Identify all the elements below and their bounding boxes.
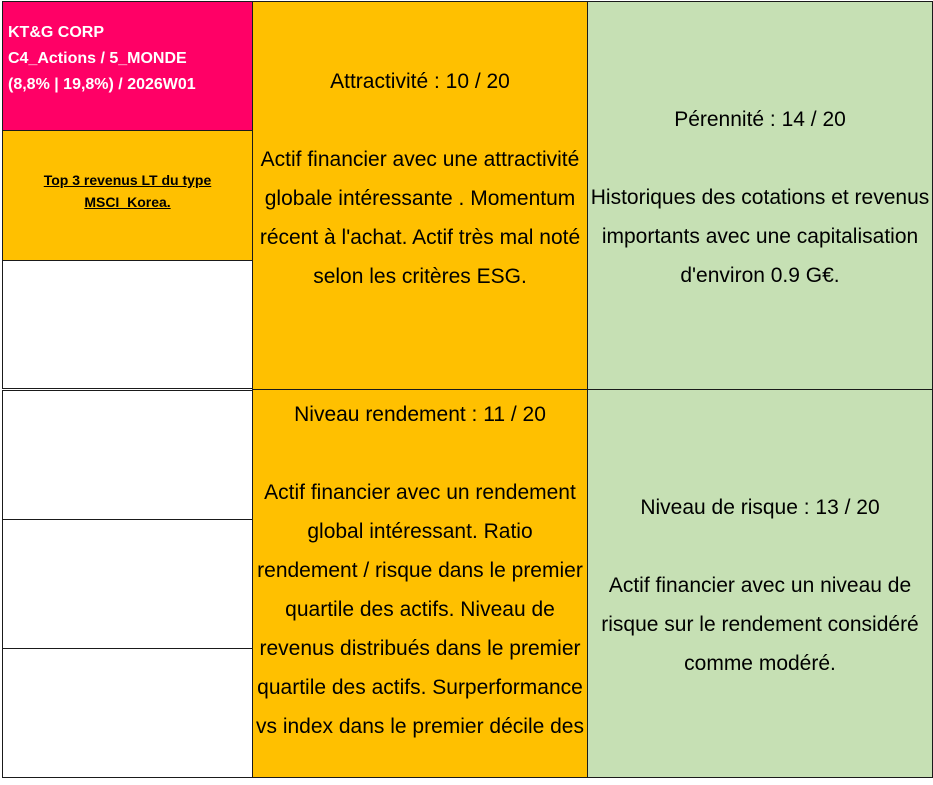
empty-cell[interactable] xyxy=(2,390,253,520)
asset-name: KT&G CORP xyxy=(8,24,104,41)
rendement-body: Actif financier avec un rendement global intéressant. Ratio rendement / risque dans le premier quartile des actifs. Niveau de revenus distribués dans le premier quartile des actifs. Surperformance vs index dans le premier décile des xyxy=(255,481,584,738)
top3-cell[interactable] xyxy=(2,130,253,261)
top3-text: Top 3 revenus LT du type MSCI_Korea. xyxy=(43,172,212,210)
attractivite-title: Attractivité : 10 / 20 xyxy=(330,70,510,93)
spacer xyxy=(588,527,932,566)
perennite-body: Historiques des cotations et revenus importants avec une capitalisation d'environ 0.9 G€. xyxy=(590,186,930,287)
risque-title: Niveau de risque : 13 / 20 xyxy=(640,496,880,519)
sheet-bottom-margin xyxy=(0,778,933,785)
risque-body: Actif financier avec un niveau de risque sur le rendement considéré comme modéré. xyxy=(601,574,919,675)
empty-cell[interactable] xyxy=(2,648,253,778)
perennite-cell[interactable] xyxy=(587,1,933,390)
attractivite-cell[interactable] xyxy=(252,1,588,390)
spacer xyxy=(253,434,587,473)
rendement-title: Niveau rendement : 11 / 20 xyxy=(294,403,546,426)
perennite-title: Pérennité : 14 / 20 xyxy=(674,108,846,131)
asset-stats: (8,8% | 19,8%) / 2026W01 xyxy=(8,76,196,93)
attractivite-body: Actif financier avec une attractivité globale intéressante . Momentum récent à l'achat. Actif très mal noté selon les critères ESG. xyxy=(259,148,581,288)
empty-cell[interactable] xyxy=(2,519,253,649)
asset-header-cell[interactable] xyxy=(2,1,253,131)
spacer xyxy=(253,101,587,140)
empty-cell[interactable] xyxy=(2,260,253,389)
spacer xyxy=(588,139,932,178)
rendement-cell[interactable] xyxy=(252,389,588,778)
risque-cell[interactable] xyxy=(587,389,933,778)
asset-category: C4_Actions / 5_MONDE xyxy=(8,50,187,67)
